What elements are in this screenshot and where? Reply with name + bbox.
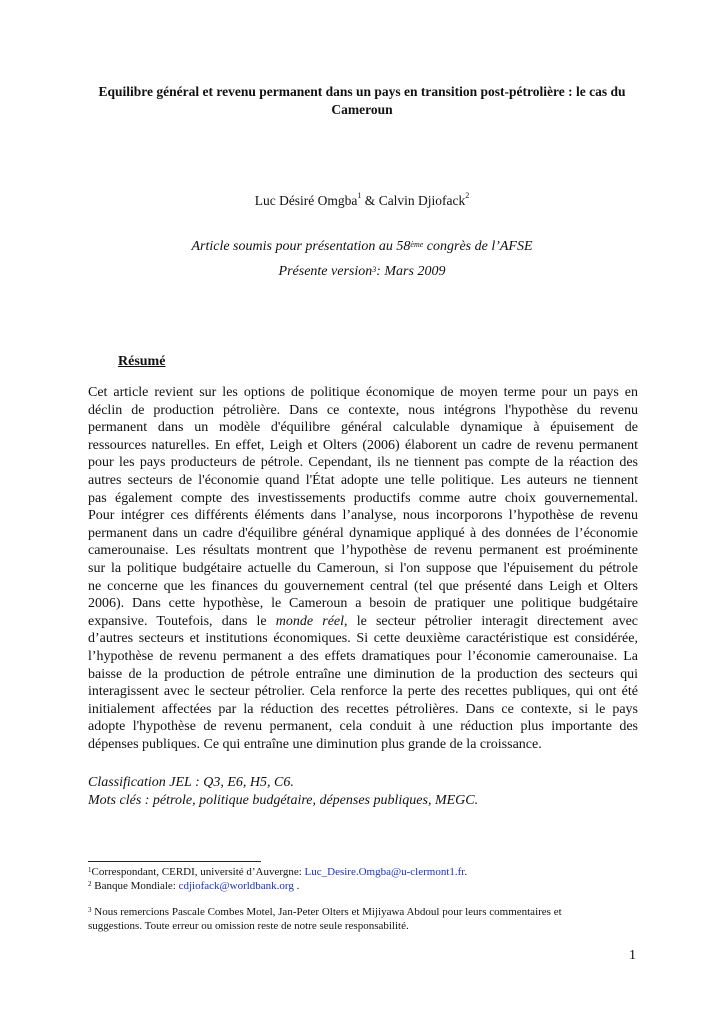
author-separator: & xyxy=(364,193,376,208)
footnote-marker: 3 xyxy=(372,265,377,274)
abstract-line: sur la politique budgétaire actuelle du Cameroun, si l'on suppose que l'épuisement du pétrole xyxy=(88,560,638,576)
version-text: : Mars 2009 xyxy=(376,264,446,279)
jel-classification: Classification JEL : Q3, E6, H5, C6. xyxy=(88,775,294,790)
submission-text: Article soumis pour présentation au 58 xyxy=(191,239,411,254)
email-link[interactable]: cdjiofack@worldbank.org xyxy=(178,880,294,892)
submission-info xyxy=(0,234,724,284)
abstract-heading: Résumé xyxy=(118,354,166,369)
footnote-text: Nous remercions Pascale Combes Motel, Jan-Peter Olters et Mijiyawa Abdoul pour leurs commentaires et xyxy=(91,906,562,918)
version-text: Présente version xyxy=(278,264,373,279)
email-link[interactable]: Luc_Desire.Omgba@u-clermont1.fr xyxy=(304,866,465,878)
abstract-body xyxy=(88,384,638,753)
abstract-line: permanent dans un modèle d'équilibre général calculable dynamique à épuisement de xyxy=(88,420,638,436)
abstract-line: Cet article revient sur les options de politique économique de moyen terme pour un pays en xyxy=(88,385,638,400)
footnote-marker: 1 xyxy=(357,191,362,200)
author-name: Calvin Djiofack xyxy=(378,193,466,208)
footnote-text: . xyxy=(293,880,300,892)
version-line xyxy=(0,259,724,284)
abstract-line: autres secteurs de l'économie quand l'État adopte une telle politique. Les auteurs ne tiennent xyxy=(88,472,638,488)
abstract-line: pas également compte des investissements productifs comme autre choix gouvernemental. xyxy=(88,490,638,506)
abstract-line: interagissent avec le secteur pétrolier. Cela renforce la perte des recettes publiques, qui ont été xyxy=(88,684,638,700)
classification-block xyxy=(88,774,478,810)
submission-text: congrès de l’AFSE xyxy=(423,239,533,254)
submission-line xyxy=(0,234,724,259)
footnote-marker: 2 xyxy=(465,191,470,200)
abstract-line: dépenses publiques. Ce qui entraîne une diminution plus grande de la croissance. xyxy=(88,736,542,752)
footnote-1 xyxy=(88,866,467,880)
abstract-line: Pour intégrer ces différents éléments dans l’analyse, nous incorporons l’hypothèse de revenu xyxy=(88,508,638,524)
abstract-line xyxy=(88,613,638,631)
abstract-line: permanent dans un cadre d'équilibre général dynamique appliqué à des données de l’économie xyxy=(88,525,638,541)
keywords: Mots clés : pétrole, politique budgétaire, dépenses publiques, MEGC. xyxy=(88,793,479,808)
abstract-line: d’autres secteurs et institutions économiques. Si cette deuxième caractéristique est considérée, xyxy=(88,631,638,647)
abstract-line: camerounaise. Les résultats montrent que l’hypothèse de revenu permanent est proéminente xyxy=(88,543,638,559)
footnote-marker: 3 xyxy=(88,906,92,914)
abstract-line: déclin de production pétrolière. Dans ce contexte, nous intégrons l'hypothèse du revenu xyxy=(88,402,638,418)
superscript: ème xyxy=(410,240,424,249)
author-name: Luc Désiré Omgba xyxy=(254,193,358,208)
footnote-divider xyxy=(88,861,261,862)
abstract-line: pour les pays producteurs de pétrole. Cependant, ils ne tiennent pas compte de la réaction des xyxy=(88,455,638,471)
footnote-marker: 2 xyxy=(88,880,92,888)
footnote-line: suggestions. Toute erreur ou omission reste de notre seule responsabilité. xyxy=(88,919,409,932)
abstract-line: adopte l'hypothèse de revenu permanent, cela conduit à une réduction plus importante des xyxy=(88,719,638,735)
abstract-emphasis: monde réel xyxy=(275,613,345,629)
abstract-text: expansive. Toutefois, dans le xyxy=(88,613,276,629)
abstract-line: ressources naturelles. En effet, Leigh et Olters (2006) élaborent un cadre de revenu permanent xyxy=(88,437,638,453)
abstract-line: ne concerne que les finances du gouvernement central (tel que présenté dans Leigh et Olters xyxy=(88,578,638,594)
footnote-text: . xyxy=(464,866,468,878)
author-line xyxy=(0,193,724,209)
footnote-line xyxy=(88,906,648,920)
abstract-line: l’hypothèse de revenu permanent a des effets dramatiques pour l’économie camerounaise. La xyxy=(88,648,638,664)
footnote-text: Correspondant, CERDI, université d’Auvergne: xyxy=(91,866,305,878)
footnote-text: Banque Mondiale: xyxy=(91,880,179,892)
footnote-2 xyxy=(88,880,299,894)
paper-title: Equilibre général et revenu permanent dans un pays en transition post-pétrolière : le cas du Cameroun xyxy=(98,84,626,117)
footnote-3 xyxy=(88,906,648,933)
footnote-marker: 1 xyxy=(88,866,92,874)
abstract-line: baisse de la production de pétrole entraîne une diminution de la production des secteurs qui xyxy=(88,666,638,682)
abstract-line: initialement affectées par la réduction des recettes pétrolières. Dans ce contexte, si le pays xyxy=(88,701,638,717)
page-number: 1 xyxy=(629,948,636,963)
abstract-line: 2006). Dans cette hypothèse, le Cameroun a besoin de pratiquer une politique budgétaire xyxy=(88,596,638,612)
abstract-text: , le secteur pétrolier interagit directement avec xyxy=(344,613,638,629)
